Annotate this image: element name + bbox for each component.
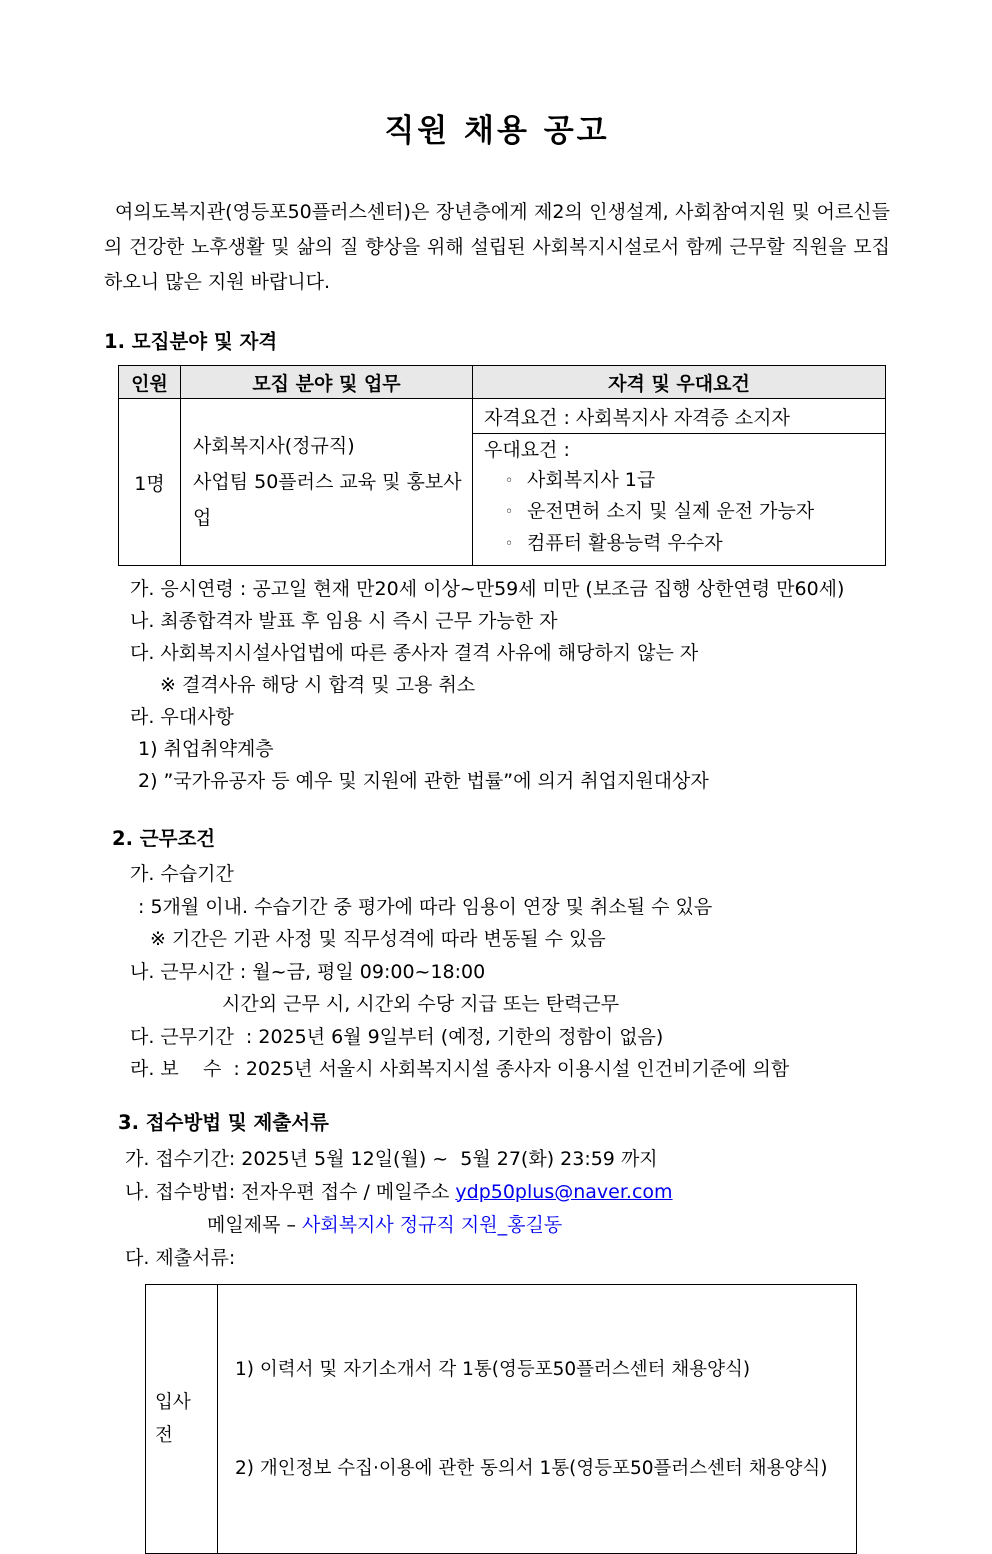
condition-line: 다. 근무기간 : 2025년 6월 9일부터 (예정, 기한의 정함이 없음) [130,1025,664,1048]
application-method-line [125,1176,890,1209]
section2-lines [130,858,890,1086]
circle-bullet-icon: ◦ [505,504,514,520]
position-title: 사회복지사(정규직) [193,435,355,457]
condition-line-remark: ※ 기간은 기관 사정 및 직무성격에 따라 변동될 수 있음 [150,928,606,950]
preferred-cell [473,434,886,566]
application-period-line: 가. 접수기간: 2025년 5월 12일(월) ~ 5월 27(화) 23:59 까지 [125,1147,658,1170]
note-line: 나. 최종합격자 발표 후 임용 시 즉시 근무 가능한 자 [130,610,558,632]
section3-lines [125,1143,890,1275]
documents-table-row [146,1284,857,1553]
preferred-item-text: 컴퓨터 활용능력 우수자 [527,531,723,554]
preferred-item [484,466,877,498]
preferred-item-text: 사회복지사 1급 [527,468,656,491]
position-duty: 사업팀 50플러스 교육 및 홍보사업 [193,471,462,529]
documents-line: 다. 제출서류: [125,1246,236,1269]
note-line: 가. 응시연령 : 공고일 현재 만20세 이상~만59세 미만 (보조금 집행 상한연령 만60세) [130,578,845,600]
mail-subject-line [125,1209,890,1242]
section1-notes [130,573,890,797]
position-cell [181,399,473,566]
note-line: 라. 우대사항 [130,706,234,728]
mail-subject-prefix: 메일제목 – [207,1213,302,1236]
section2-heading: 2. 근무조건 [112,827,216,850]
email-link[interactable]: ydp50plus@naver.com [455,1180,673,1203]
preferred-item [484,497,877,529]
page-title: 직원 채용 공고 [384,113,610,149]
recruitment-table-row [119,399,886,434]
intro-paragraph: 여의도복지관(영등포50플러스센터)은 장년층에게 제2의 인생설계, 사회참여지원 및 어르신들의 건강한 노후생활 및 삶의 질 향상을 위해 설립된 사회복지시설로서 함께 근무할 직원을 모집하오니 많은 지원 바랍니다. [104,201,890,293]
condition-line: 라. 보 수 : 2025년 서울시 사회복지시설 종사자 이용시설 인건비기준에 의함 [130,1058,790,1080]
section3-heading: 3. 접수방법 및 제출서류 [118,1110,329,1134]
document-item: 2) 개인정보 수집·이용에 관한 동의서 1통(영등포50플러스센터 채용양식) [235,1457,828,1479]
documents-items-cell [218,1284,857,1553]
documents-row-label-line: 입사 [155,1391,191,1413]
section1-heading: 1. 모집분야 및 자격 [104,330,278,353]
mail-subject: 사회복지사 정규직 지원_홍길동 [302,1213,563,1236]
preferred-item [484,529,877,561]
note-line: 다. 사회복지시설사업법에 따른 종사자 결격 사유에 해당하지 않는 자 [130,642,699,664]
circle-bullet-icon: ◦ [505,472,514,489]
preferred-label: 우대요건 : [484,439,570,461]
documents-row-label [146,1284,218,1553]
condition-line: 가. 수습기간 [130,863,234,885]
count-cell: 1명 [119,399,181,566]
condition-line-sub: : 5개월 이내. 수습기간 중 평가에 따라 임용이 연장 및 취소될 수 있음 [138,895,713,918]
header-cell-position: 모집 분야 및 업무 [181,366,473,399]
note-line-sub: 1) 취업취약계층 [138,738,274,760]
document-item: 1) 이력서 및 자기소개서 각 1통(영등포50플러스센터 채용양식) [235,1358,751,1380]
circle-bullet-icon: ◦ [505,535,514,552]
recruitment-table [118,365,886,566]
note-line-remark: ※ 결격사유 해당 시 합격 및 고용 취소 [160,674,476,696]
note-line-sub: 2) ”국가유공자 등 예우 및 지원에 관한 법률”에 의거 취업지원대상자 [138,770,709,792]
recruitment-table-header-row [119,366,886,399]
qualification-cell: 자격요건 : 사회복지사 자격증 소지자 [473,399,886,434]
documents-row-label-line: 전 [155,1424,173,1446]
documents-table [145,1284,857,1554]
application-method-text: 나. 접수방법: 전자우편 접수 / 메일주소 [125,1180,456,1203]
header-cell-count: 인원 [119,366,181,399]
header-cell-qualification: 자격 및 우대요건 [473,366,886,399]
preferred-item-text: 운전면허 소지 및 실제 운전 가능자 [527,500,815,522]
condition-line: 나. 근무시간 : 월~금, 평일 09:00~18:00 [130,960,486,983]
condition-line-sub: 시간외 근무 시, 시간외 수당 지급 또는 탄력근무 [222,993,620,1015]
